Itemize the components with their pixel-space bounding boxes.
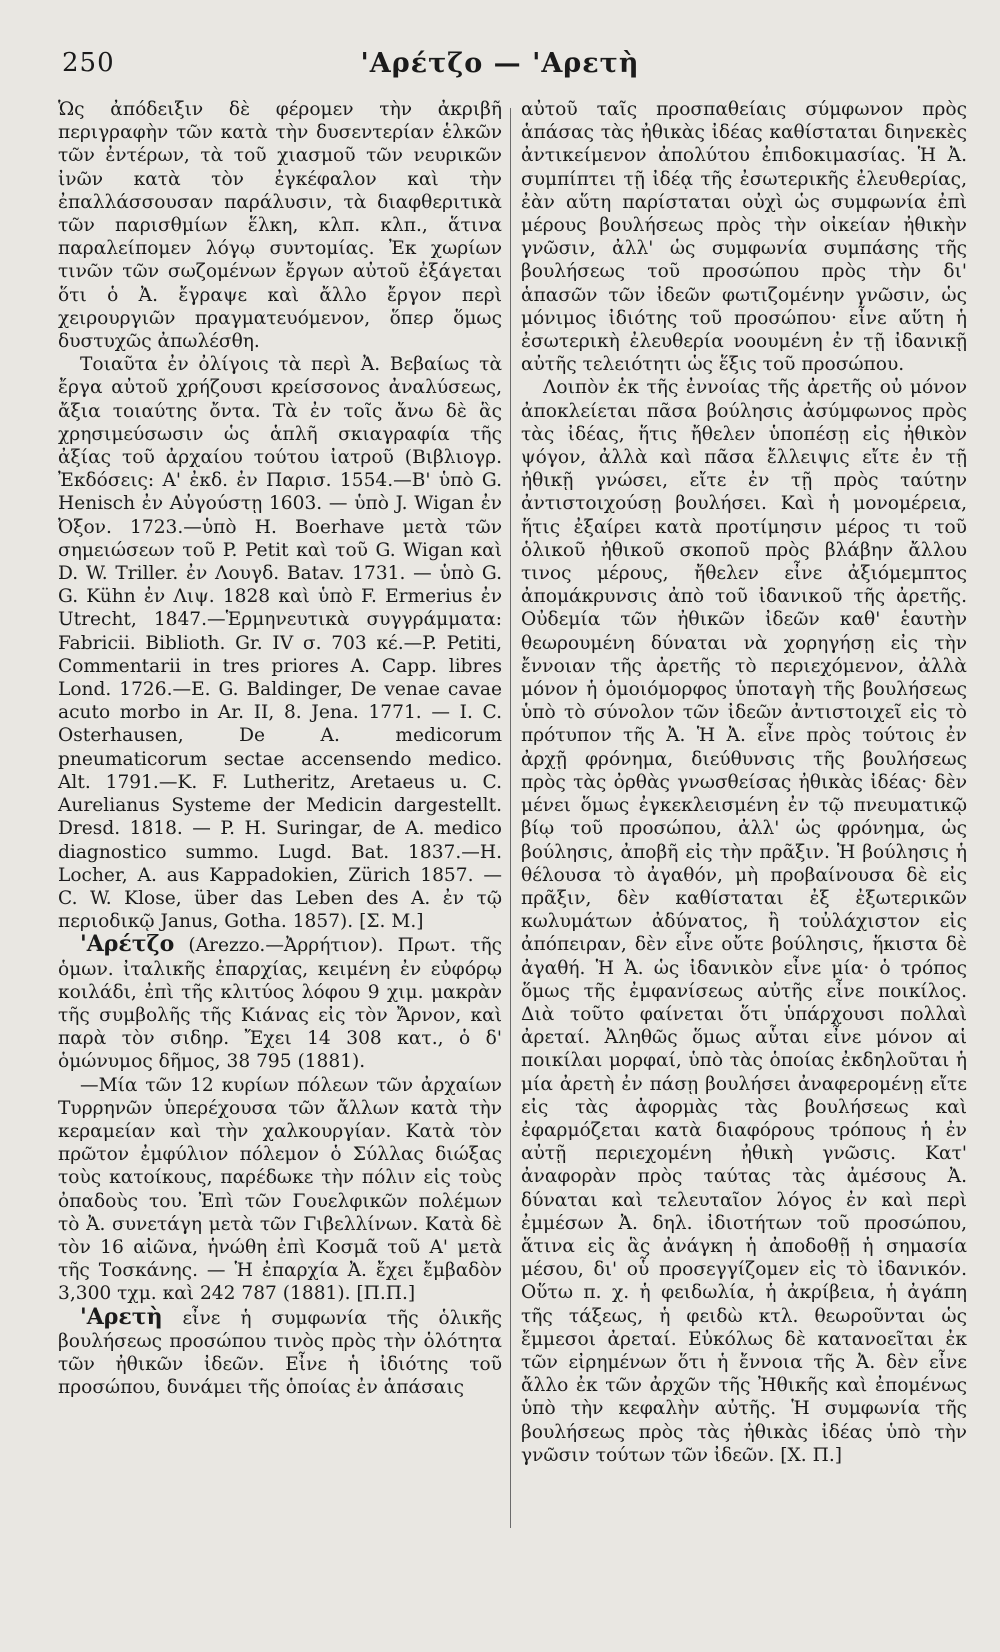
arete-entry [58,1303,502,1400]
page-number: 250 [62,48,115,78]
arezzo-entry [58,933,502,1073]
column-divider [510,108,511,1528]
arete-entry-text: εἶνε ἡ συμφωνία τῆς ὁλικῆς βουλήσεως προσώπου τινὸς πρὸς τὴν ὁλότητα τῶν ἠθικῶν ἰδεῶν. Εἶνε ἡ ἰδιότης τοῦ προσώπου, δυνάμει τῆς ὁποίας ἐν ἁπάσαις [58,1307,502,1399]
running-head: 'Αρέτζο — 'Αρετὴ [360,48,640,79]
arezzo-entry-text: (Arezzo.—Ἀρρήτιον). Πρωτ. τῆς ὁμων. ἰταλικῆς ἐπαρχίας, κειμένη ἐν εὐφόρῳ κοιλάδι, ἐπὶ τῆς κλιτύος λόφου 9 χιμ. μακρὰν τῆς συμβολῆς τῆς Κιάνας εἰς τὸν Ἄρνον, καὶ παρὰ τὸν σιδηρ. Ἔχει 14 308 κατ., ὁ δ' ὁμώνυμος δῆμος, 38 795 (1881). [58,935,502,1073]
arete-continued-paragraph: αὐτοῦ ταῖς προσπαθείαις σύμφωνον πρὸς ἁπάσας τὰς ἠθικὰς ἰδέας καθίσταται διηνεκὲς ἀντικείμενον ἀπολύτου ἐπιδοκιμασίας. Ἡ Ἀ. συμπίπτει τῇ ἰδέᾳ τῆς ἐσωτερικῆς ἐλευθερίας, ἐὰν αὕτη παρίσταται οὐχὶ ὡς συμφωνία ἐπὶ μέρους βουλήσεως πρὸς τὴν οἰκείαν ἠθικὴν γνῶσιν, ἀλλ' ὡς συμφωνία συμπάσης τῆς βουλήσεως τοῦ προσώπου πρὸς τὴν δι' ἁπασῶν τῶν ἰδεῶν φωτιζομένην γνῶσιν, ὡς μόνιμος ἰδιότης τοῦ προσώπου· εἶνε αὕτη ἡ ἐσωτερικὴ ἐλευθερία νοουμένη ἐν τῇ ἰδανικῇ αὐτῆς τελειότητι ὡς ἕξις τοῦ προσώπου. [521,99,967,376]
left-column [58,98,502,1399]
arezzo-headword: 'Αρέτζο [80,931,175,958]
arezzo-history-paragraph: —Μία τῶν 12 κυρίων πόλεων τῶν ἀρχαίων Τυρρηνῶν ὑπερέχουσα τῶν ἄλλων κατὰ τὴν κεραμείαν καὶ τὴν χαλκουργίαν. Κατὰ τὸν πρῶτον ἐμφύλιον πόλεμον ὁ Σύλλας διώξας τοὺς κατοίκους, παρέδωκε τὴν πόλιν εἰς τοὺς ὀπαδοὺς του. Ἐπὶ τῶν Γουελφικῶν πολέμων τὸ Ἀ. συνετάγη μετὰ τῶν Γιβελλίνων. Κατὰ δὲ τὸν 16 αἰῶνα, ἡνώθη ἐπὶ Κοσμᾶ τοῦ Α' μετὰ τῆς Τοσκάνης. — Ἡ ἐπαρχία Ἀ. ἔχει ἔμβαδὸν 3,300 τχμ. καὶ 242 787 (1881). [Π.Π.] [58,1074,502,1305]
arete-headword: 'Αρετὴ [80,1303,163,1330]
aretaeus-bibliography-paragraph: Τοιαῦτα ἐν ὀλίγοις τὰ περὶ Ἀ. Βεβαίως τὰ ἔργα αὐτοῦ χρήζουσι κρείσσονος ἀναλύσεως, ἄξια τοιαύτης ὄντα. Τὰ ἐν τοῖς ἄνω δὲ ἃς χρησιμεύσωσιν ὡς ἁπλῆ σκιαγραφία τῆς ἀξίας τοῦ ἀρχαίου τούτου ἰατροῦ (Βιβλιογρ. Ἐκδόσεις: Α' ἐκδ. ἐν Παρισ. 1554.—Β' ὑπὸ G. Henisch ἐν Αὐγούστῃ 1603. — ὑπὸ J. Wigan ἐν Ὀξον. 1723.—ὑπὸ H. Boerhave μετὰ τῶν σημειώσεων τοῦ P. Petit καὶ τοῦ G. Wigan καὶ D. W. Triller. ἐν Λουγδ. Batav. 1731. — ὑπὸ G. G. Kühn ἐν Λιψ. 1828 καὶ ὑπὸ F. Ermerius ἐν Utrecht, 1847.—Ἑρμηνευτικὰ συγγράμματα: Fabricii. Biblioth. Gr. IV σ. 703 κέ.—P. Petiti, Commentarii in tres priores A. Capp. libres Lond. 1726.—E. G. Baldinger, De venae cavae acuto morbo in Ar. II, 8. Jena. 1771. — I. C. Osterhausen, De A. medicorum pneumaticorum sectae accensendo medico. Alt. 1791.—K. F. Lutheritz, Aretaeus u. C. Aurelianus Systeme der Medicin dargestellt. Dresd. 1818. — P. H. Suringar, de A. medico diagnostico summo. Lugd. Bat. 1837.—H. Locher, A. aus Kappadokien, Zürich 1857. — C. W. Klose, über das Leben des A. ἐν τῷ περιοδικῷ Janus, Gotha. 1857). [Σ. Μ.] [58,354,502,933]
arete-second-paragraph: Λοιπὸν ἐκ τῆς ἐννοίας τῆς ἀρετῆς οὐ μόνον ἀποκλείεται πᾶσα βούλησις ἀσύμφωνος πρὸς τὰς ἰδέας, ἥτις ἤθελεν ὑποπέσῃ εἰς ἠθικὸν ψόγον, ἀλλὰ καὶ πᾶσα ἔλλειψις εἴτε ἐν τῇ ἠθικῇ γνώσει, εἴτε ἐν τῇ πρὸς ταύτην ἀντιστοιχούσῃ βουλήσει. Καὶ ἡ μονομέρεια, ἥτις ἐξαίρει κατὰ προτίμησιν μέρος τι τοῦ ὁλικοῦ ἠθικοῦ σκοποῦ πρὸς βλάβην ἄλλου τινος μέρους, ἤθελεν εἶνε ἀξιόμεμπτος ἀπομάκρυνσις ἀπὸ τοῦ ἰδανικοῦ τῆς ἀρετῆς. Οὐδεμία τῶν ἠθικῶν ἰδεῶν καθ' ἑαυτὴν θεωρουμένη δύναται νὰ χορηγήσῃ εἰς τὴν ἔννοιαν τῆς ἀρετῆς τὸ περιεχόμενον, ἀλλὰ μόνον ἡ ὁμοιόμορφος ὑποταγὴ τῆς βουλήσεως ὑπὸ τὸ σύνολον τῶν ἰδεῶν ἀντιστοιχεῖ εἰς τὸ πρότυπον τῆς Ἀ. Ἡ Ἀ. εἶνε πρὸς τούτοις ἐν ἀρχῇ φρόνημα, διεύθυνσις τῆς βουλήσεως πρὸς τὰς ὀρθὰς γνωσθείσας ἠθικὰς ἰδέας· δὲν μένει ὅμως ἐγκεκλεισμένη ἐν τῷ πνευματικῷ βίῳ τοῦ προσώπου, ἀλλ' ὡς φρόνημα, ὡς βούλησις, ἀποβῆ εἰς τὴν πρᾶξιν. Ἡ βούλησις ἡ θέλουσα τὸ ἀγαθόν, μὴ προβαίνουσα δὲ εἰς πρᾶξιν, δὲν καθίσταται ἐξ ἐξωτερικῶν κωλυμάτων ἀδύνατος, ἢ τοὐλάχιστον εἰς ἀπόπειραν, δὲν εἶνε οὔτε βούλησις, ἥκιστα δὲ ἀγαθή. Ἡ Ἀ. ὡς ἰδανικὸν εἶνε μία· ὁ τρόπος ὅμως τῆς ἐμφανίσεως αὐτῆς εἶνε ποικίλος. Διὰ τοῦτο φαίνεται ὅτι ὑπάρχουσι πολλαὶ ἀρεταί. Ἀληθῶς ὅμως αὗται εἶνε μόνον αἱ ποικίλαι μορφαί, ὑπὸ τὰς ὁποίας ἐκδηλοῦται ἡ μία ἀρετὴ ἐν πάσῃ βουλήσει ἀναφερομένῃ εἴτε εἰς τὰς ἀφορμὰς τὰς βουλήσεως καὶ ἐφαρμόζεται κατὰ διαφόρους τρόπους ἡ ἐν αὐτῇ περιεχομένη ἠθικὴ γνῶσις. Κατ' ἀναφορὰν πρὸς ταύτας τὰς ἀμέσους Ἀ. δύναται καὶ τελευταῖον λόγος ἐν καὶ περὶ ἐμμέσων Ἀ. δηλ. ἰδιοτήτων τοῦ προσώπου, ἅτινα εἰς ἃς ἀνάγκη ἡ ἀποδοθῇ ἡ σημασία μέσου, δι' οὗ προσεγγίζομεν εἰς τὸ ἰδανικόν. Οὕτω π. χ. ἡ φειδωλία, ἡ ἀκρίβεια, ἡ ἀγάπη τῆς τάξεως, ἡ φειδὼ κτλ. θεωροῦνται ὡς ἔμμεσοι ἀρεταί. Εὐκόλως δὲ κατανοεῖται ἐκ τῶν εἰρημένων ὅτι ἡ ἔννοια τῆς Ἀ. δὲν εἶνε ἄλλο ἐκ τῶν ἀρχῶν τῆς Ἠθικῆς καὶ ἐπομένως ὑπὸ τὴν κεφαλὴν αὐτῆς. Ἡ συμφωνία τῆς βουλήσεως πρὸς τὰς ἠθικὰς ἰδέας ὑπὸ τὴν γνῶσιν τούτων τῶν ἰδεῶν. [Χ. Π.] [521,377,967,1466]
aretaeus-conclusion-paragraph: Ὡς ἀπόδειξιν δὲ φέρομεν τὴν ἀκριβῆ περιγραφὴν τῶν κατὰ τὴν δυσεντερίαν ἑλκῶν τῶν ἐντέρων, τὰ τοῦ χιασμοῦ τῶν νευρικῶν ἰνῶν κατὰ τὸν ἐγκέφαλον καὶ τὴν ἐπαλλάσσουσαν παράλυσιν, τὰ διαφθεριτικὰ τῶν παρισθμίων ἕλκη, κλπ. κλπ., ἅτινα παραλείπομεν λόγῳ συντομίας. Ἐκ χωρίων τινῶν τῶν σωζομένων ἔργων αὐτοῦ ἐξάγεται ὅτι ὁ Ἀ. ἔγραψε καὶ ἄλλο ἔργον περὶ χειρουργιῶν πραγματευόμενον, ὅπερ ὅμως δυστυχῶς ἀπωλέσθη. [58,99,502,353]
right-column [521,98,967,1467]
